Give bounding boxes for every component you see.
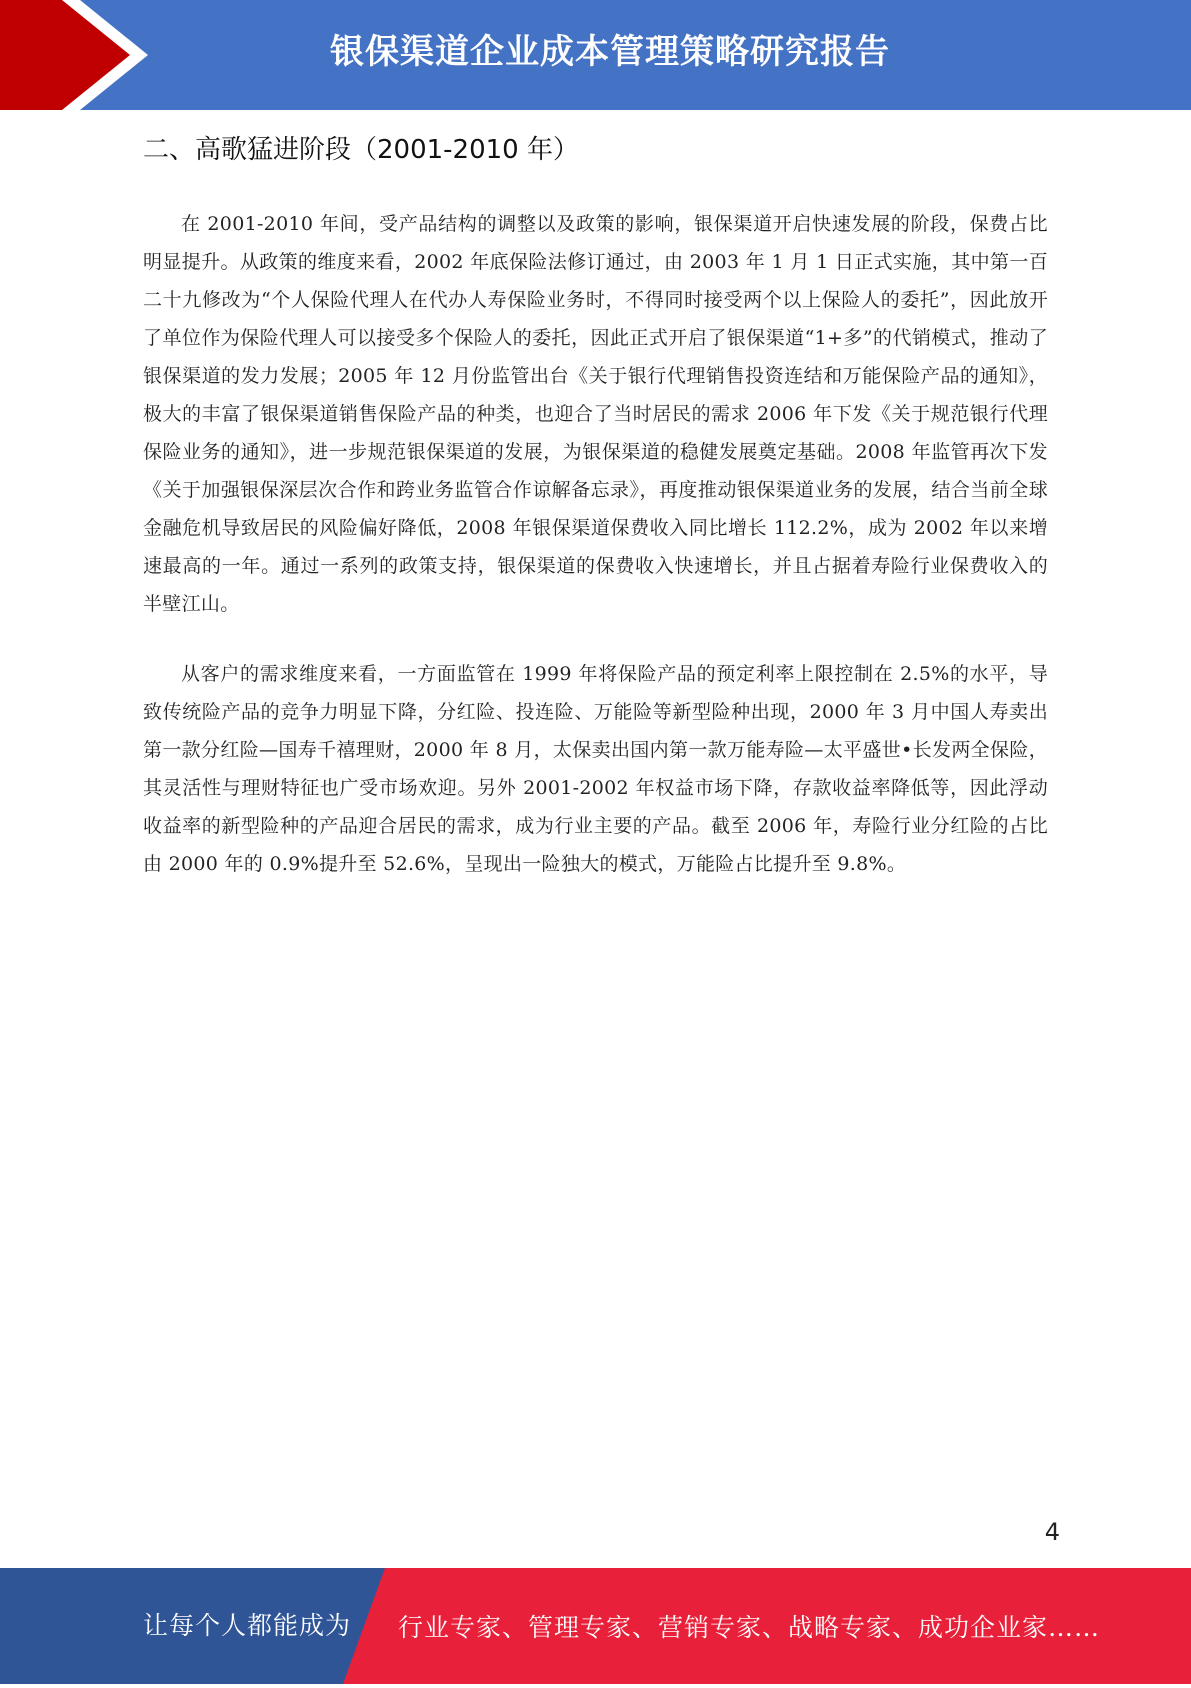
section-heading: 二、高歌猛进阶段（2001-2010 年） bbox=[143, 135, 579, 165]
body-paragraph-demand: 从客户的需求维度来看，一方面监管在 1999 年将保险产品的预定利率上限控制在 2.5%的水平，导致传统险产品的竞争力明显下降，分红险、投连险、万能险等新型险种出现，2000 年 3 月中国人寿卖出第一款分红险—国寿千禧理财，2000 年 8 月，太保卖出国内第一款万能寿险—太平盛世•长发两全保险，其灵活性与理财特征也广受市场欢迎。另外 2001-2002 年权益市场下降，存款收益率降低等，因此浮动收益率的新型险种的产品迎合居民的需求，成为行业主要的产品。截至 2006 年，寿险行业分红险的占比由 2000 年的 0.9%提升至 52.6%，呈现出一险独大的模式，万能险占比提升至 9.8%。 bbox=[143, 663, 1049, 875]
body-paragraph-policy: 在 2001-2010 年间，受产品结构的调整以及政策的影响，银保渠道开启快速发展的阶段，保费占比明显提升。从政策的维度来看，2002 年底保险法修订通过，由 2003 年 1 月 1 日正式实施，其中第一百二十九修改为“个人保险代理人在代办人寿保险业务时，不得同时接受两个以上保险人的委托”，因此放开了单位作为保险代理人可以接受多个保险人的委托，因此正式开启了银保渠道“1+多”的代销模式，推动了银保渠道的发力发展；2005 年 12 月份监管出台《关于银行代理销售投资连结和万能保险产品的通知》，极大的丰富了银保渠道销售保险产品的种类，也迎合了当时居民的需求 2006 年下发《关于规范银行代理保险业务的通知》，进一步规范银保渠道的发展，为银保渠道的稳健发展奠定基础。2008 年监管再次下发《关于加强银保深层次合作和跨业务监管合作谅解备忘录》，再度推动银保渠道业务的发展，结合当前全球金融危机导致居民的风险偏好降低，2008 年银保渠道保费收入同比增长 112.2%，成为 2002 年以来增速最高的一年。通过一系列的政策支持，银保渠道的保费收入快速增长，并且占据着寿险行业保费收入的半壁江山。 bbox=[143, 213, 1048, 615]
footer-slogan-left: 让每个人都能成为 bbox=[143, 1611, 352, 1640]
footer-slogan-right: 行业专家、管理专家、营销专家、战略专家、成功企业家…… bbox=[398, 1613, 1101, 1642]
header-banner bbox=[0, 0, 1191, 110]
page-number: 4 bbox=[1044, 1518, 1060, 1546]
body-content bbox=[143, 205, 1048, 883]
footer-banner bbox=[0, 1568, 1191, 1684]
document-title: 银保渠道企业成本管理策略研究报告 bbox=[330, 32, 890, 72]
